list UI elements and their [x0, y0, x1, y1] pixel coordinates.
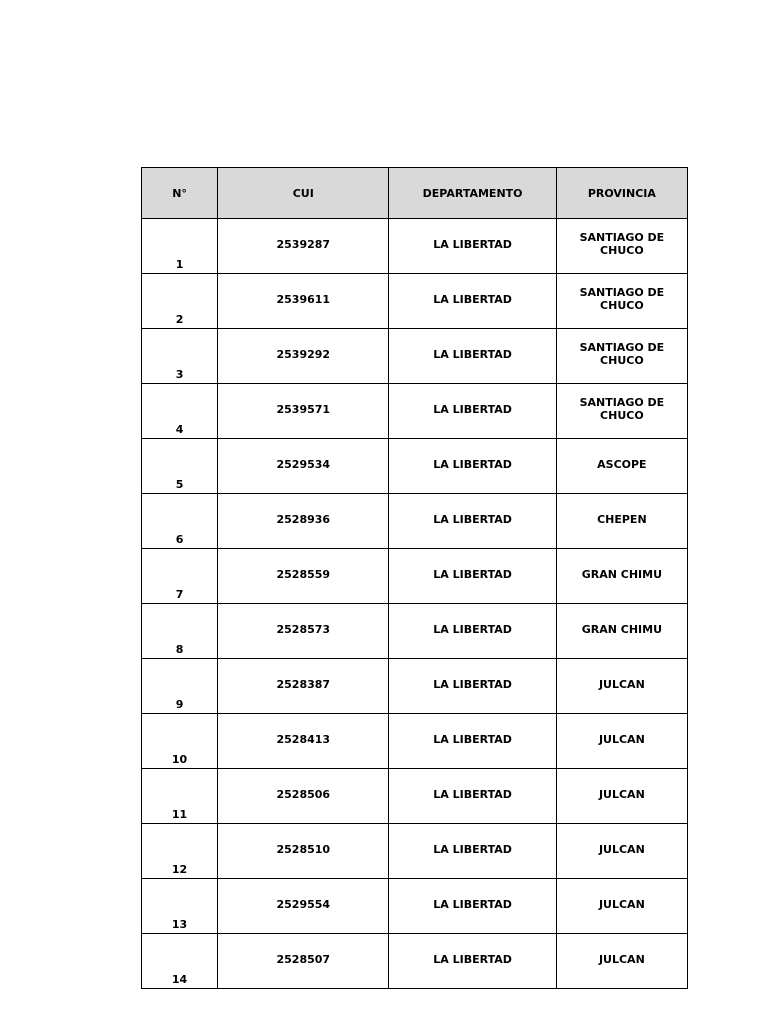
- cell-departamento: LA LIBERTAD: [389, 439, 556, 494]
- table-row: [142, 604, 688, 659]
- header-row: [142, 168, 688, 219]
- cell-n: [142, 714, 218, 769]
- row-number: 7: [175, 588, 184, 601]
- table-row: [142, 384, 688, 439]
- header-cui: CUI: [218, 168, 389, 219]
- cell-provincia: GRAN CHIMU: [556, 549, 687, 604]
- cell-departamento: LA LIBERTAD: [389, 494, 556, 549]
- cell-departamento: LA LIBERTAD: [389, 274, 556, 329]
- cell-provincia: SANTIAGO DE CHUCO: [556, 274, 687, 329]
- cell-departamento: LA LIBERTAD: [389, 659, 556, 714]
- cell-provincia: JULCAN: [556, 714, 687, 769]
- table-row: [142, 329, 688, 384]
- cell-provincia: CHEPEN: [556, 494, 687, 549]
- table-row: [142, 274, 688, 329]
- cell-cui: 2528559: [218, 549, 389, 604]
- table-row: [142, 769, 688, 824]
- cell-n: [142, 659, 218, 714]
- cell-provincia: SANTIAGO DE CHUCO: [556, 384, 687, 439]
- row-number: 2: [175, 313, 184, 326]
- cell-provincia: ASCOPE: [556, 439, 687, 494]
- cell-provincia: JULCAN: [556, 934, 687, 989]
- row-number: 3: [175, 368, 184, 381]
- table-header: [142, 168, 688, 219]
- table-row: [142, 714, 688, 769]
- cell-cui: 2528936: [218, 494, 389, 549]
- cell-cui: 2529534: [218, 439, 389, 494]
- cell-departamento: LA LIBERTAD: [389, 879, 556, 934]
- cell-cui: 2528507: [218, 934, 389, 989]
- row-number: 9: [175, 698, 184, 711]
- cell-cui: 2539571: [218, 384, 389, 439]
- cell-n: [142, 934, 218, 989]
- table-row: [142, 439, 688, 494]
- cell-provincia: JULCAN: [556, 879, 687, 934]
- cell-cui: 2528510: [218, 824, 389, 879]
- cell-n: [142, 219, 218, 274]
- cell-provincia: JULCAN: [556, 659, 687, 714]
- cell-departamento: LA LIBERTAD: [389, 714, 556, 769]
- cell-cui: 2539292: [218, 329, 389, 384]
- row-number: 1: [175, 258, 184, 271]
- cell-n: [142, 879, 218, 934]
- row-number: 14: [171, 973, 188, 986]
- cell-provincia: SANTIAGO DE CHUCO: [556, 329, 687, 384]
- table-row: [142, 219, 688, 274]
- cell-n: [142, 824, 218, 879]
- cell-departamento: LA LIBERTAD: [389, 329, 556, 384]
- cell-n: [142, 549, 218, 604]
- row-number: 12: [171, 863, 188, 876]
- cell-provincia: JULCAN: [556, 769, 687, 824]
- cell-n: [142, 604, 218, 659]
- cell-n: [142, 274, 218, 329]
- row-number: 4: [175, 423, 184, 436]
- cell-cui: 2528506: [218, 769, 389, 824]
- row-number: 5: [175, 478, 184, 491]
- projects-table: [141, 167, 688, 989]
- header-departamento: DEPARTAMENTO: [389, 168, 556, 219]
- table-row: [142, 549, 688, 604]
- cell-departamento: LA LIBERTAD: [389, 604, 556, 659]
- table-body: [142, 219, 688, 989]
- cell-cui: 2539611: [218, 274, 389, 329]
- cell-cui: 2528573: [218, 604, 389, 659]
- cell-departamento: LA LIBERTAD: [389, 934, 556, 989]
- cell-n: [142, 769, 218, 824]
- row-number: 10: [171, 753, 188, 766]
- cell-cui: 2528413: [218, 714, 389, 769]
- cell-provincia: JULCAN: [556, 824, 687, 879]
- cell-provincia: GRAN CHIMU: [556, 604, 687, 659]
- table-row: [142, 879, 688, 934]
- cell-n: [142, 494, 218, 549]
- header-n: N°: [142, 168, 218, 219]
- table-row: [142, 934, 688, 989]
- table-row: [142, 824, 688, 879]
- cell-provincia: SANTIAGO DE CHUCO: [556, 219, 687, 274]
- row-number: 8: [175, 643, 184, 656]
- table-row: [142, 659, 688, 714]
- cell-departamento: LA LIBERTAD: [389, 384, 556, 439]
- cell-cui: 2539287: [218, 219, 389, 274]
- row-number: 11: [171, 808, 188, 821]
- row-number: 6: [175, 533, 184, 546]
- cell-cui: 2529554: [218, 879, 389, 934]
- cell-departamento: LA LIBERTAD: [389, 549, 556, 604]
- cell-cui: 2528387: [218, 659, 389, 714]
- cell-departamento: LA LIBERTAD: [389, 219, 556, 274]
- cell-departamento: LA LIBERTAD: [389, 824, 556, 879]
- cell-n: [142, 384, 218, 439]
- cell-n: [142, 439, 218, 494]
- header-provincia: PROVINCIA: [556, 168, 687, 219]
- cell-departamento: LA LIBERTAD: [389, 769, 556, 824]
- row-number: 13: [171, 918, 188, 931]
- table-row: [142, 494, 688, 549]
- cell-n: [142, 329, 218, 384]
